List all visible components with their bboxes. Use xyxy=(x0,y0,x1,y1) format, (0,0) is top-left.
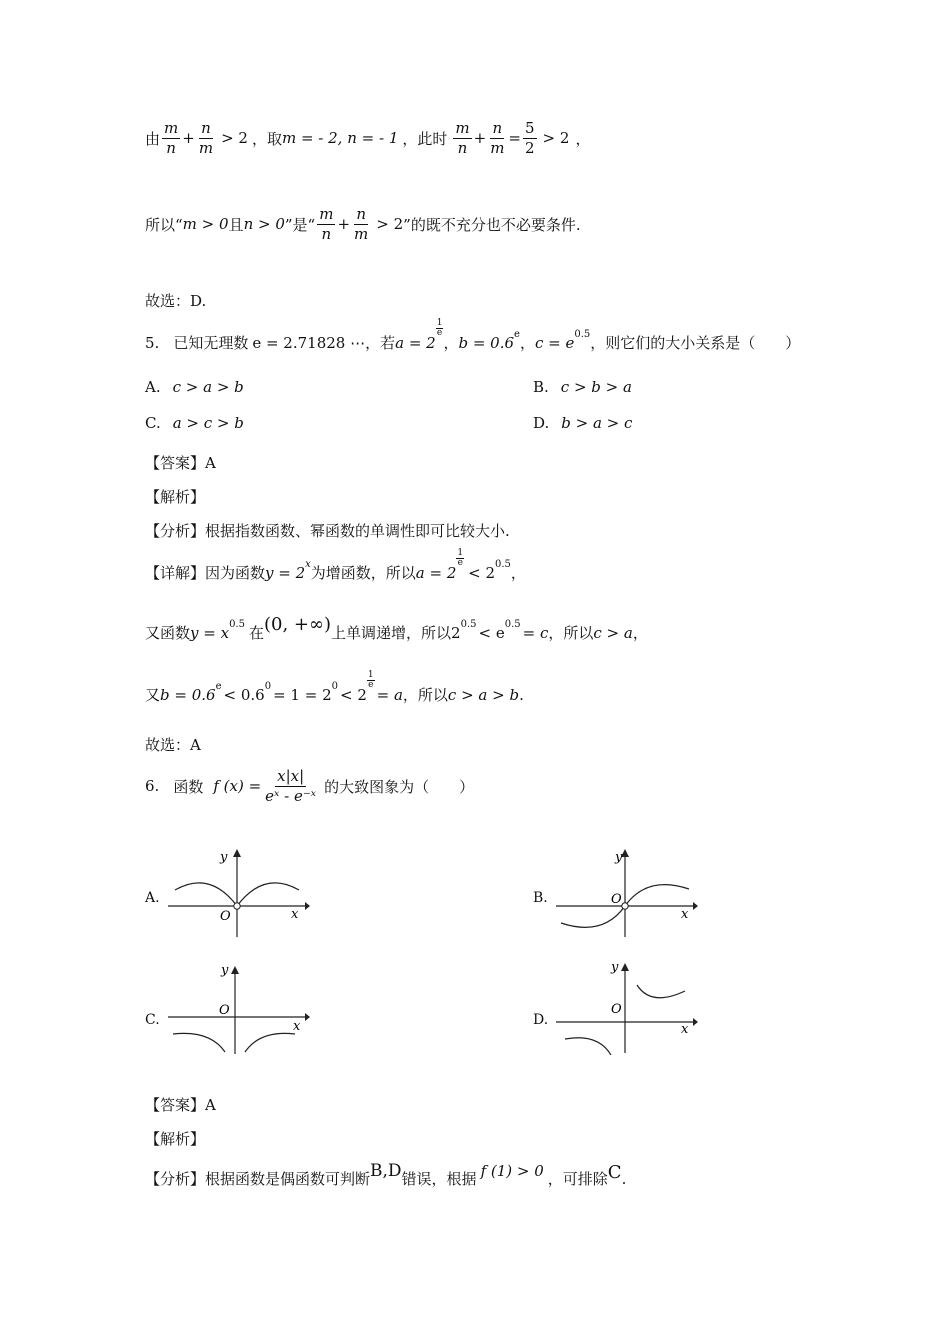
graph-b[interactable] xyxy=(553,845,698,940)
graph-a[interactable] xyxy=(165,845,310,940)
fraction-m-over-n: $\frac{m}{n}$ xyxy=(164,119,179,157)
q5-option-a[interactable]: A. c > a > b xyxy=(145,378,244,396)
q5-analysis: 【分析】根据指数函数、幂函数的单调性即可比较大小. xyxy=(145,522,510,540)
q5-text3: ，则它们的大小关系是（ ） xyxy=(590,334,801,352)
q5-c-exponent: 0.5 xyxy=(574,329,591,340)
q5-a-exponent: $\frac{1}{e}$ xyxy=(436,318,443,338)
question-6: 6. 函数 f (x) = $\frac{x|x|}{\text{eˣ - e⁻ˣ}}$ 的大致图象为（ ） xyxy=(145,767,475,805)
line-derivation-2: 所以“ m > 0 且 n > 0 ”是“ $\frac{m}{n}$ + $\frac{n}{m}$ > 2 ”的既不充分也不必要条件. xyxy=(145,205,581,243)
q6-fraction: $\frac{x|x|}{\text{eˣ - e⁻ˣ}}$ xyxy=(265,767,317,805)
graph-c-curve-right xyxy=(245,1033,295,1052)
ineq-gt-2-c: > 2 xyxy=(376,215,404,233)
q5-text2: ，若 xyxy=(365,334,396,352)
text-now: ，此时 xyxy=(402,129,448,148)
q5-a-def: a = 2 xyxy=(395,333,436,352)
text-prefix: 所以“ xyxy=(145,215,183,234)
svg-text:O: O xyxy=(611,1002,622,1017)
q6-option-b-label[interactable]: B. xyxy=(533,890,548,906)
ineq-gt-2: > 2 xyxy=(221,129,248,147)
q6-option-a-label[interactable]: A. xyxy=(145,890,160,906)
q5-option-b[interactable]: B. c > b > a xyxy=(533,378,632,396)
graph-c[interactable] xyxy=(165,958,310,1058)
graph-a-y-label: y xyxy=(220,850,228,865)
fraction-five-halves: $\frac{5}{2}$ xyxy=(525,119,535,157)
line-derivation-1: 由 $\frac{m}{n}$ + $\frac{n}{m}$ > 2 ，取 m = - 2, n = - 1 ，此时 $\frac{m}{n}$ + $\frac{n}{m}$ = $\frac{5}{2}$ > 2 ， xyxy=(145,119,591,157)
svg-text:x: x xyxy=(681,1022,689,1037)
fraction-n-over-m-2: $\frac{n}{m}$ xyxy=(490,119,505,157)
graph-a-origin-label: O xyxy=(220,909,231,924)
q5-option-d[interactable]: D. b > a > c xyxy=(533,414,633,432)
q5-detail-2: 又函数 y = x 0.5 在 (0, +∞) 上单调递增，所以 2 0.5 < e 0.5 = c ，所以 c > a ， xyxy=(145,614,648,642)
ineq-gt-2-b: > 2 xyxy=(542,129,570,147)
text-suffix: ”的既不充分也不必要条件. xyxy=(403,215,581,234)
graph-c-curve-left xyxy=(173,1033,225,1052)
text-mid: ”是“ xyxy=(284,215,316,234)
q6-answer: 【答案】A xyxy=(145,1096,216,1114)
q6-option-c-label[interactable]: C. xyxy=(145,1012,160,1028)
cond-n-positive: n > 0 xyxy=(243,215,285,233)
q5-answer: 【答案】A xyxy=(145,454,216,472)
svg-text:x: x xyxy=(681,907,689,922)
choose-d: 故选：D. xyxy=(145,292,207,310)
q6-analysis-head: 【解析】 xyxy=(145,1130,206,1148)
cond-m-positive: m > 0 xyxy=(182,215,229,233)
q5-e-value: e = 2.71828 ⋯ xyxy=(252,333,366,352)
q5-analysis-head: 【解析】 xyxy=(145,488,206,506)
text-equals: = xyxy=(508,129,521,147)
graph-d[interactable] xyxy=(553,955,698,1055)
fraction-n-over-m: $\frac{n}{m}$ xyxy=(198,119,214,157)
svg-text:y: y xyxy=(611,960,619,975)
q5-text1: 已知无理数 xyxy=(173,334,249,352)
text-you: 由 xyxy=(145,129,161,148)
svg-text:y: y xyxy=(221,963,229,978)
svg-text:x: x xyxy=(293,1019,301,1034)
q5-sep2: ， xyxy=(519,334,535,352)
text-take: ，取 xyxy=(251,129,282,148)
text-and: 且 xyxy=(228,215,244,234)
graph-a-curve-right xyxy=(237,883,299,906)
graph-d-curve-left xyxy=(565,1038,611,1055)
svg-text:O: O xyxy=(611,892,622,907)
q5-c-def: c = e xyxy=(534,333,575,352)
q5-number: 5. xyxy=(145,333,160,352)
values-m-n: m = - 2, n = - 1 xyxy=(281,129,399,147)
q6-analysis: 【分析】根据函数是偶函数可判断 B,D 错误，根据 f (1) > 0 ，可排除 C . xyxy=(145,1160,627,1188)
q5-option-c[interactable]: C. a > c > b xyxy=(145,414,244,432)
graph-a-x-label: x xyxy=(291,907,299,922)
q5-sep1: ， xyxy=(443,334,459,352)
fraction-m-over-n-2: $\frac{m}{n}$ xyxy=(455,119,470,157)
svg-text:y: y xyxy=(615,850,623,865)
q5-choose: 故选：A xyxy=(145,736,201,754)
q5-b-def: b = 0.6 xyxy=(458,333,515,352)
fraction-m-over-n-3: $\frac{m}{n}$ xyxy=(319,205,334,243)
svg-text:O: O xyxy=(219,1003,230,1018)
fraction-n-over-m-3: $\frac{n}{m}$ xyxy=(354,205,369,243)
q5-detail-3: 又 b = 0.6 e < 0.6 0 = 1 = 2 0 < 2 $\frac{1}{e}$ = a ，所以 c > a > b . xyxy=(145,670,524,704)
q6-option-d-label[interactable]: D. xyxy=(533,1012,549,1028)
graph-a-curve-left xyxy=(175,883,237,906)
q5-b-exponent: e xyxy=(514,329,520,340)
question-5 xyxy=(145,318,801,353)
q5-detail-1: 【详解】因为函数 y = 2 x 为增函数，所以 a = 2 $\frac{1}{e}$ < 2 0.5 ， xyxy=(145,548,526,582)
text-comma: ， xyxy=(575,129,591,148)
graph-d-curve-right xyxy=(637,985,685,998)
